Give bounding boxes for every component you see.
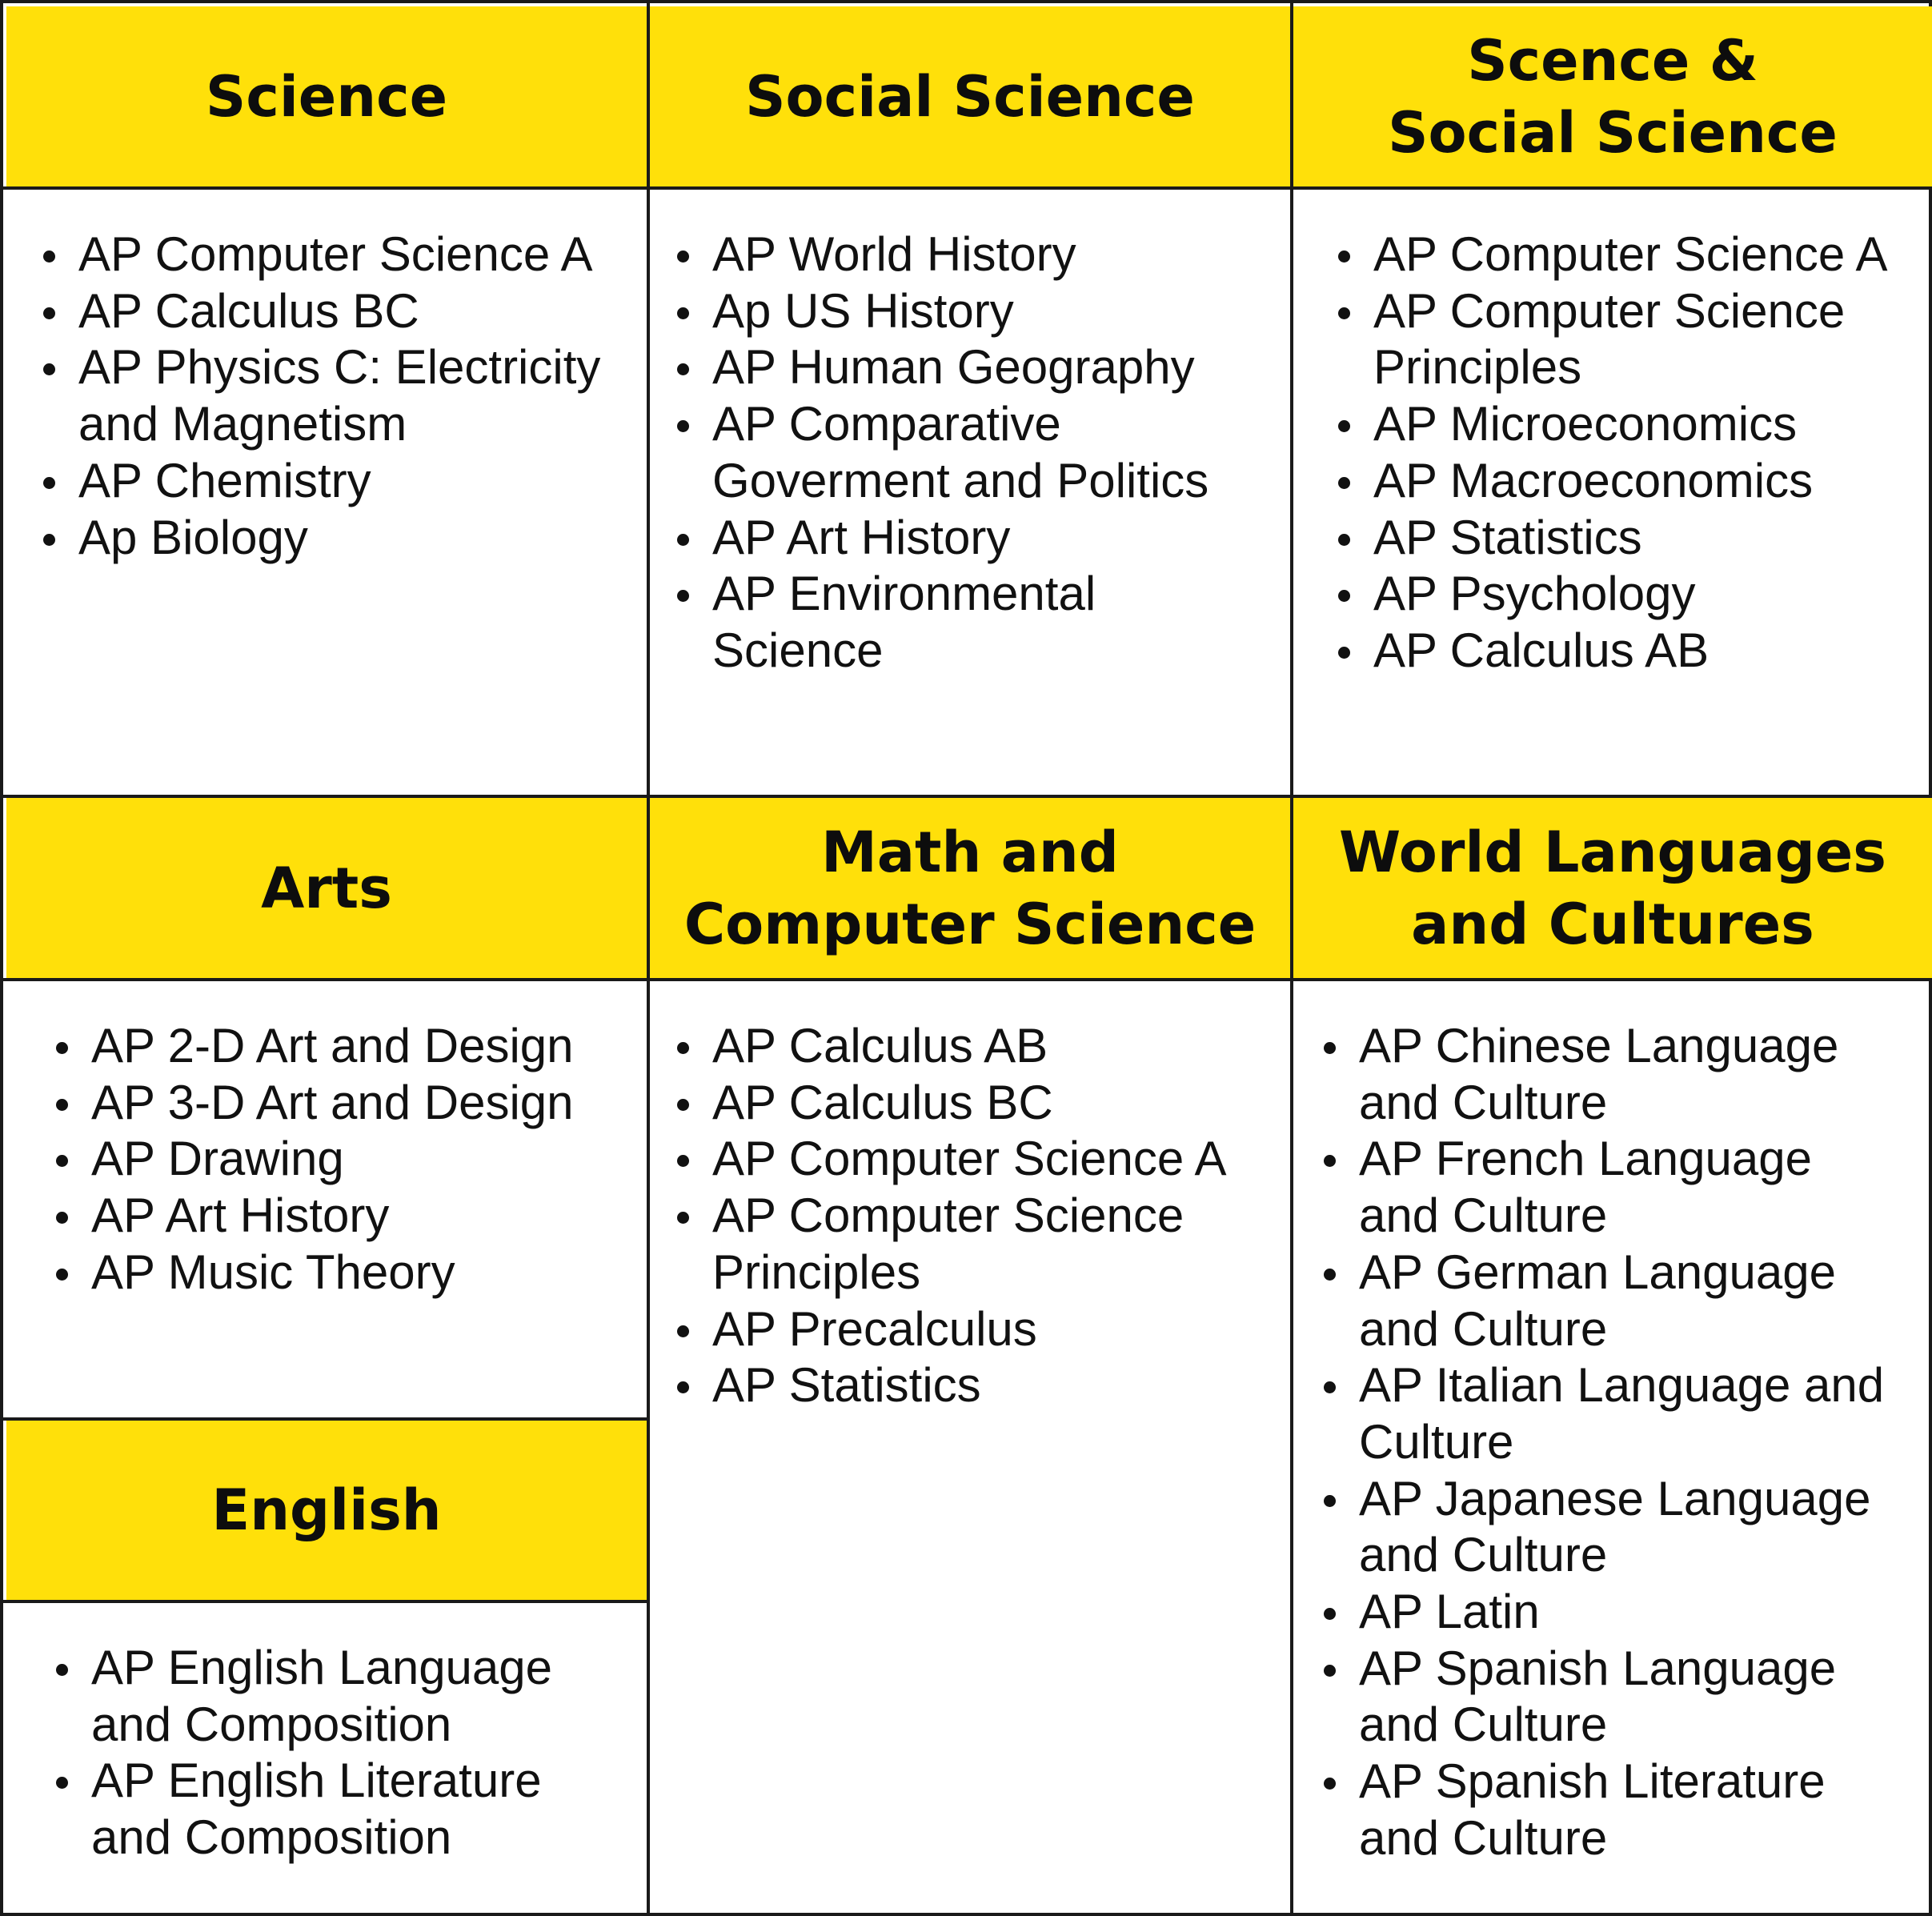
cell-social-science <box>650 190 1290 795</box>
header-arts: Arts <box>6 798 647 978</box>
course-item: AP German Language and Culture <box>1321 1245 1932 1357</box>
course-item: AP English Literature and Composition <box>53 1753 647 1866</box>
cell-english <box>6 1603 647 1916</box>
course-item: AP Latin <box>1321 1584 1932 1641</box>
divider-english-bottom <box>3 1600 648 1603</box>
world-languages-course-list <box>1321 1018 1932 1867</box>
course-item: AP Computer Science A <box>40 226 647 283</box>
course-item: AP Spanish Language and Culture <box>1321 1641 1932 1754</box>
arts-course-list <box>53 1018 647 1301</box>
course-item: AP Italian Language and Culture <box>1321 1357 1932 1470</box>
course-item: AP Human Geography <box>674 339 1290 396</box>
science-and-social-science-course-list <box>1335 226 1932 679</box>
course-item: Ap US History <box>674 283 1290 340</box>
header-world-languages-and-cultures: World Languages and Cultures <box>1293 798 1932 978</box>
social-science-course-list <box>674 226 1290 679</box>
course-item: AP Macroeconomics <box>1335 453 1932 510</box>
course-item: AP Physics C: Electricity and Magnetism <box>40 339 647 452</box>
header-social-science: Social Science <box>650 6 1290 186</box>
header-english: English <box>6 1421 647 1600</box>
course-item: AP Drawing <box>53 1131 647 1188</box>
divider-vertical-1 <box>647 3 650 1913</box>
course-item: AP 3-D Art and Design <box>53 1075 647 1132</box>
english-course-list <box>53 1640 647 1866</box>
cell-world-languages-and-cultures <box>1293 981 1932 1916</box>
course-item: AP Chinese Language and Culture <box>1321 1018 1932 1131</box>
divider-row-2 <box>3 795 1929 798</box>
course-item: AP Art History <box>53 1188 647 1245</box>
cell-science-and-social-science <box>1293 190 1932 795</box>
math-and-computer-science-course-list <box>674 1018 1290 1414</box>
course-item: AP World History <box>674 226 1290 283</box>
course-item: AP English Language and Composition <box>53 1640 647 1753</box>
course-item: AP Computer Science Principles <box>674 1188 1290 1301</box>
divider-vertical-2 <box>1290 3 1293 1913</box>
science-course-list <box>40 226 647 566</box>
divider-row-1 <box>3 186 1929 190</box>
course-item: AP Computer Science Principles <box>1335 283 1932 396</box>
course-item: AP Music Theory <box>53 1245 647 1301</box>
course-item: AP Statistics <box>1335 510 1932 567</box>
course-item: AP French Language and Culture <box>1321 1131 1932 1244</box>
course-item: AP Microeconomics <box>1335 396 1932 453</box>
course-item: AP Calculus BC <box>674 1075 1290 1132</box>
course-item: AP Precalculus <box>674 1301 1290 1358</box>
course-item: AP Computer Science A <box>674 1131 1290 1188</box>
header-science: Science <box>6 6 647 186</box>
divider-row-3 <box>3 978 1929 981</box>
course-item: AP 2-D Art and Design <box>53 1018 647 1075</box>
course-item: AP Computer Science A <box>1335 226 1932 283</box>
divider-english-top <box>3 1417 648 1421</box>
course-item: AP Chemistry <box>40 453 647 510</box>
course-item: AP Comparative Goverment and Politics <box>674 396 1290 509</box>
cell-arts <box>6 981 647 1417</box>
course-item: AP Calculus AB <box>1335 623 1932 679</box>
cell-math-and-computer-science <box>650 981 1290 1916</box>
course-item: Ap Biology <box>40 510 647 567</box>
course-item: AP Psychology <box>1335 566 1932 623</box>
course-item: AP Environmental Science <box>674 566 1290 679</box>
course-item: AP Japanese Language and Culture <box>1321 1471 1932 1584</box>
header-science-and-social-science: Scence & Social Science <box>1293 6 1932 186</box>
cell-science <box>6 190 647 795</box>
course-item: AP Statistics <box>674 1357 1290 1414</box>
course-item: AP Art History <box>674 510 1290 567</box>
course-item: AP Calculus BC <box>40 283 647 340</box>
header-math-and-computer-science: Math and Computer Science <box>650 798 1290 978</box>
course-item: AP Spanish Literature and Culture <box>1321 1754 1932 1866</box>
course-item: AP Calculus AB <box>674 1018 1290 1075</box>
